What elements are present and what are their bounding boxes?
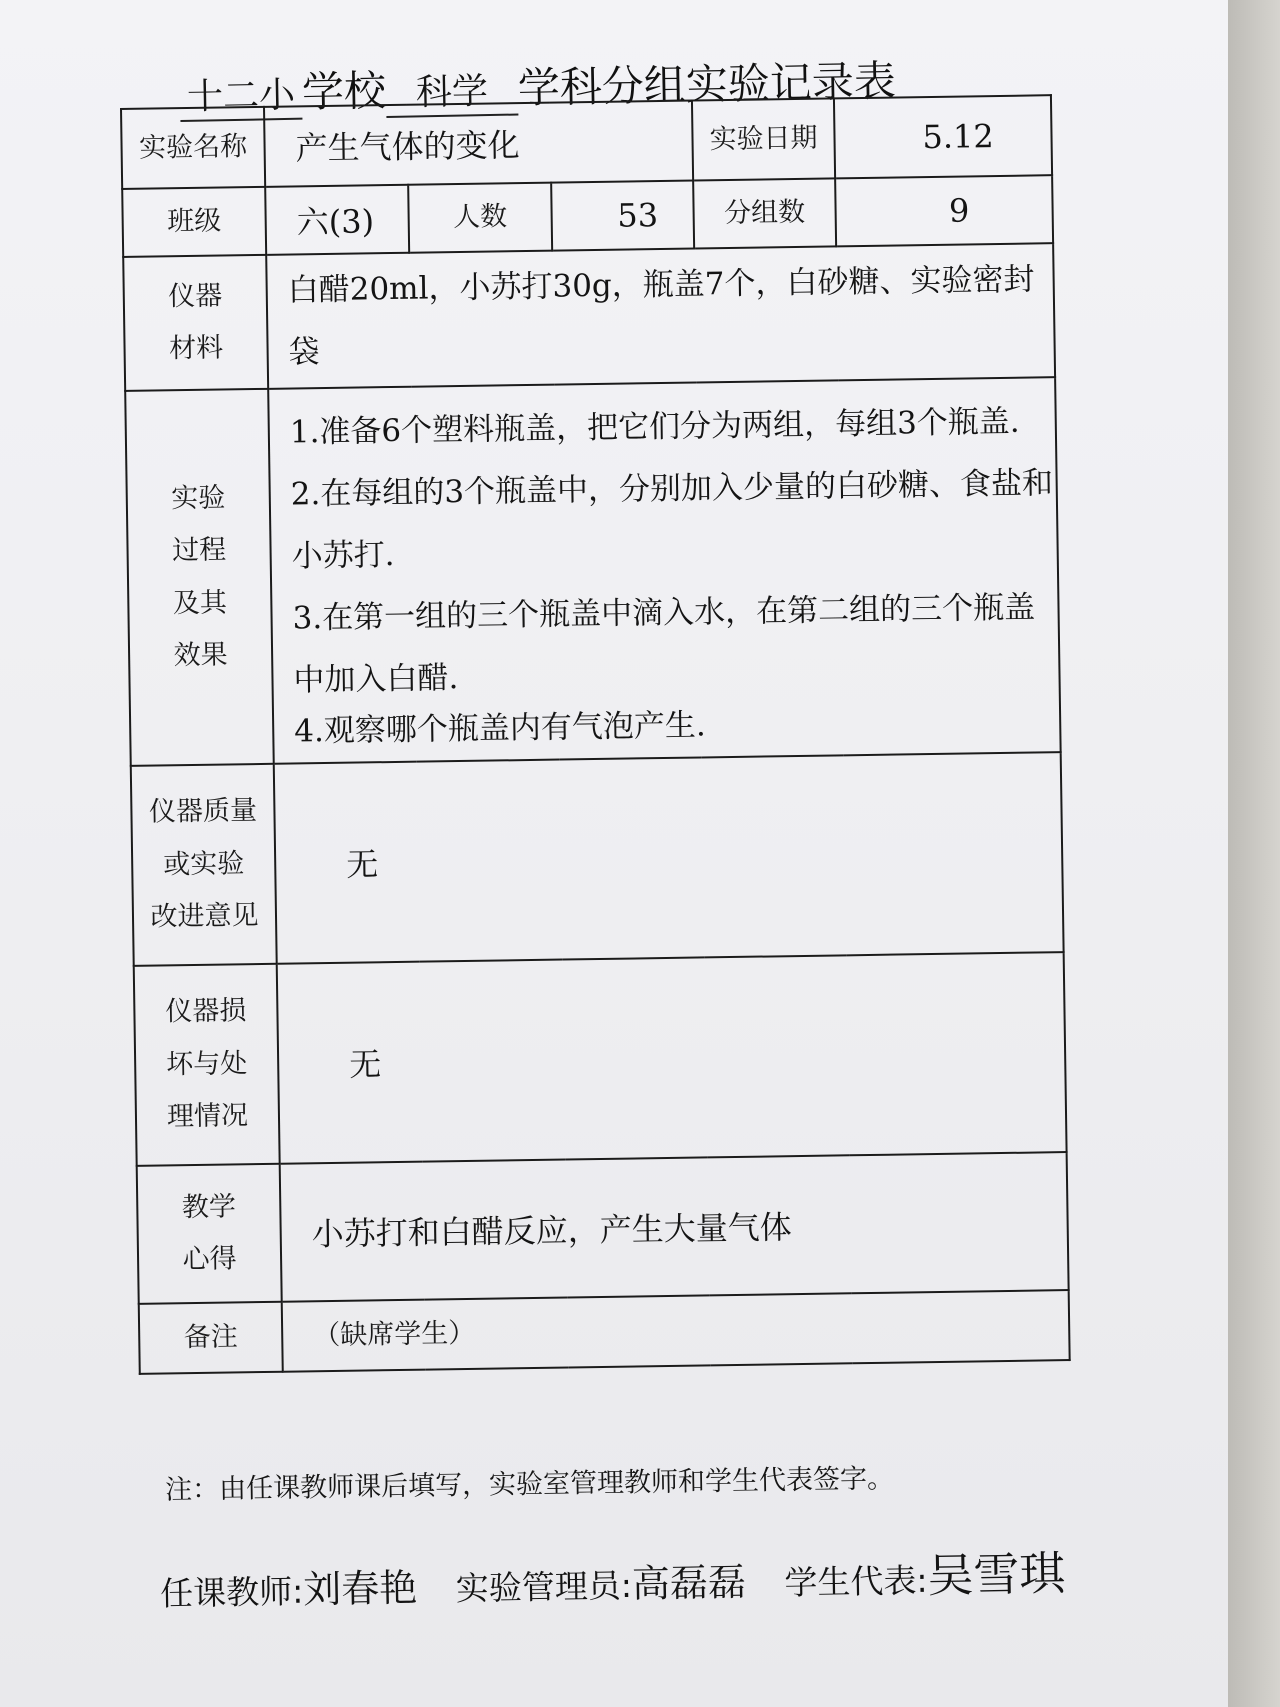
label-line: 实验 <box>171 482 226 514</box>
date-label: 实验日期 <box>692 98 835 180</box>
table-row <box>131 752 1064 966</box>
date-value: 5.12 <box>834 95 1052 178</box>
footnote: 注：由任课教师课后填写，实验室管理教师和学生代表签字。 <box>164 1463 895 1506</box>
label-line: 仪器质量 <box>148 795 258 829</box>
admin-signature: 高磊磊 <box>631 1559 747 1606</box>
class-label: 班级 <box>122 187 266 257</box>
quality-label <box>131 764 277 966</box>
record-table <box>120 94 1071 1375</box>
material-label <box>123 255 268 391</box>
remark-value: （缺席学生） <box>282 1290 1070 1372</box>
process-step: 2.在每组的3个瓶盖中，分别加入少量的白砂糖、食盐和小苏打. <box>290 464 1054 575</box>
record-table-wrapper <box>120 94 1070 1478</box>
label-line: 理情况 <box>166 1100 249 1133</box>
process-value <box>268 377 1061 764</box>
student-label: 学生代表: <box>784 1560 928 1603</box>
label-line: 改进意见 <box>150 900 259 933</box>
name-label: 实验名称 <box>121 107 265 189</box>
table-row <box>134 952 1067 1166</box>
teacher-signature: 刘春艳 <box>302 1565 418 1612</box>
label-line: 教学 <box>181 1191 237 1223</box>
label-line: 及其 <box>172 586 228 619</box>
count-value: 53 <box>551 181 694 251</box>
label-line: 坏与处 <box>165 1048 248 1081</box>
process-step: 4.观察哪个瓶盖内有气泡产生. <box>293 706 706 749</box>
class-value: 六(3) <box>265 185 409 255</box>
teacher-label: 任课教师: <box>159 1571 304 1614</box>
title-suffix: 学科分组实验记录表 <box>517 56 897 113</box>
subject-blank: 科学 <box>385 63 518 119</box>
table-row <box>121 95 1052 189</box>
admin-label: 实验管理员: <box>455 1565 633 1608</box>
school-blank: 十二小 <box>179 67 302 122</box>
process-step: 3.在第一组的三个瓶盖中滴入水，在第二组的三个瓶盖中加入白醋. <box>292 588 1036 698</box>
process-label <box>125 389 274 766</box>
damage-label <box>134 964 280 1166</box>
label-line: 过程 <box>171 534 227 567</box>
label-line: 仪器 <box>168 280 223 312</box>
name-value: 产生气体的变化 <box>264 101 693 187</box>
label-line: 效果 <box>173 639 228 672</box>
table-row <box>123 243 1055 391</box>
count-label: 人数 <box>408 183 552 253</box>
student-signature: 吴雪琪 <box>926 1546 1066 1603</box>
school-suffix: 学校 <box>301 66 387 117</box>
damage-value: 无 <box>277 952 1067 1164</box>
label-line: 或实验 <box>163 848 245 881</box>
label-line: 材料 <box>168 332 224 365</box>
background-edge <box>1228 0 1280 1707</box>
group-value: 9 <box>835 175 1053 246</box>
label-line: 心得 <box>182 1243 237 1276</box>
process-step: 1.准备6个塑料瓶盖，把它们分为两组，每组3个瓶盖. <box>289 403 1020 451</box>
table-row <box>137 1152 1069 1304</box>
quality-value: 无 <box>274 752 1064 964</box>
table-row <box>139 1290 1070 1374</box>
group-label: 分组数 <box>693 178 836 248</box>
insight-label <box>137 1164 282 1304</box>
table-row <box>125 377 1060 766</box>
label-line: 仪器损 <box>165 995 247 1028</box>
insight-value: 小苏打和白醋反应，产生大量气体 <box>280 1152 1069 1302</box>
remark-label: 备注 <box>139 1302 283 1374</box>
material-value: 白醋20ml，小苏打30g，瓶盖7个，白砂糖、实验密封袋 <box>266 243 1055 389</box>
